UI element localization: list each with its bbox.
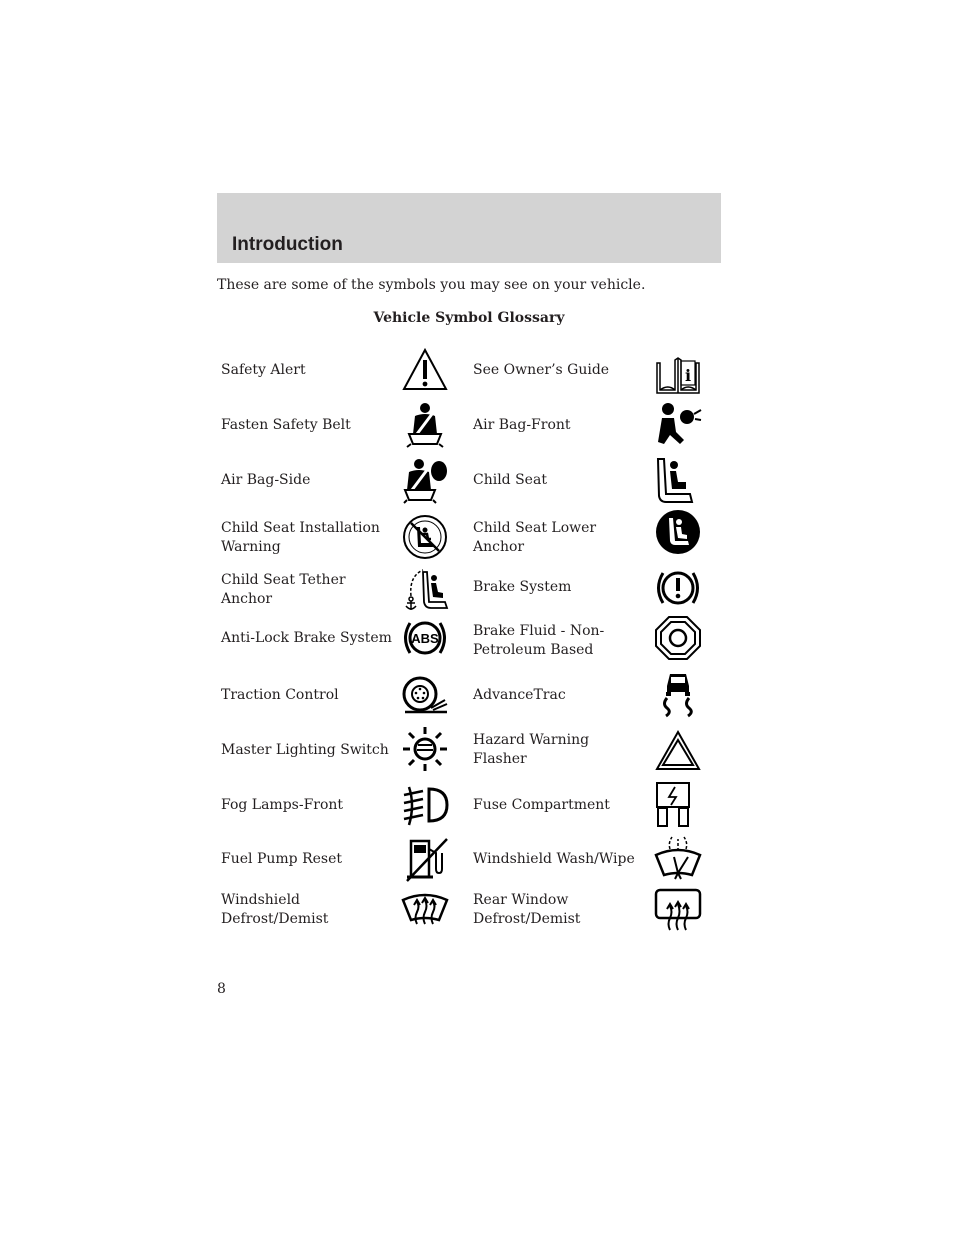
symbol-label: Child Seat Tether Anchor xyxy=(221,572,346,607)
symbol-label: Hazard Warning Flasher xyxy=(473,732,590,767)
child-seat-tether-anchor-icon xyxy=(401,566,449,614)
air-bag-front-icon xyxy=(654,400,702,448)
page-number: 8 xyxy=(217,981,226,997)
symbol-label: Windshield Defrost/Demist xyxy=(221,892,329,927)
master-lighting-switch-icon xyxy=(401,725,449,773)
symbol-label: Air Bag-Front xyxy=(473,416,571,433)
svg-text:i: i xyxy=(684,366,692,385)
symbol-label: Air Bag-Side xyxy=(221,471,311,488)
symbol-label: Fuel Pump Reset xyxy=(221,850,342,867)
symbol-label: Child Seat xyxy=(473,471,547,488)
symbol-label: Child Seat Lower Anchor xyxy=(473,520,597,555)
symbol-label: Fog Lamps-Front xyxy=(221,796,344,813)
glossary-title: Vehicle Symbol Glossary xyxy=(373,310,565,326)
child-seat-installation-warning-icon xyxy=(401,513,449,561)
windshield-defrost-icon xyxy=(401,886,449,934)
safety-belt-icon xyxy=(401,400,449,448)
symbol-label: Anti-Lock Brake System xyxy=(221,629,392,646)
child-seat-icon xyxy=(654,456,702,504)
hazard-warning-icon xyxy=(654,728,702,776)
fuse-compartment-icon xyxy=(654,780,702,828)
safety-alert-icon xyxy=(401,346,449,394)
air-bag-side-icon xyxy=(401,456,449,504)
symbol-label: See Owner’s Guide xyxy=(473,361,610,378)
brake-fluid-icon xyxy=(654,614,702,662)
page-title: Introduction xyxy=(232,234,343,255)
advancetrac-icon xyxy=(654,670,702,718)
abs-icon xyxy=(401,614,449,662)
child-seat-lower-anchor-icon xyxy=(654,508,702,556)
rear-window-defrost-icon xyxy=(654,886,702,934)
fuel-pump-reset-icon xyxy=(401,835,449,883)
symbol-label: Brake Fluid - Non-Petroleum Based xyxy=(473,623,605,658)
symbol-label: Master Lighting Switch xyxy=(221,741,389,758)
symbol-label: Child Seat Installation Warning xyxy=(221,520,380,555)
windshield-wash-wipe-icon xyxy=(654,835,702,883)
symbol-label: Safety Alert xyxy=(221,361,306,378)
symbol-label: Traction Control xyxy=(221,686,339,703)
symbol-label: Fasten Safety Belt xyxy=(221,416,351,433)
traction-control-icon xyxy=(401,672,449,720)
owners-guide-icon xyxy=(654,350,702,398)
symbol-label: Brake System xyxy=(473,578,572,595)
svg-text:ABS: ABS xyxy=(411,631,439,646)
symbol-label: AdvanceTrac xyxy=(473,686,566,703)
intro-text: These are some of the symbols you may see on your vehicle. xyxy=(217,277,646,293)
symbol-label: Fuse Compartment xyxy=(473,796,610,813)
symbol-label: Windshield Wash/Wipe xyxy=(473,850,635,867)
fog-lamps-icon xyxy=(401,781,449,829)
symbol-label: Rear Window Defrost/Demist xyxy=(473,892,581,927)
brake-system-icon xyxy=(654,564,702,612)
